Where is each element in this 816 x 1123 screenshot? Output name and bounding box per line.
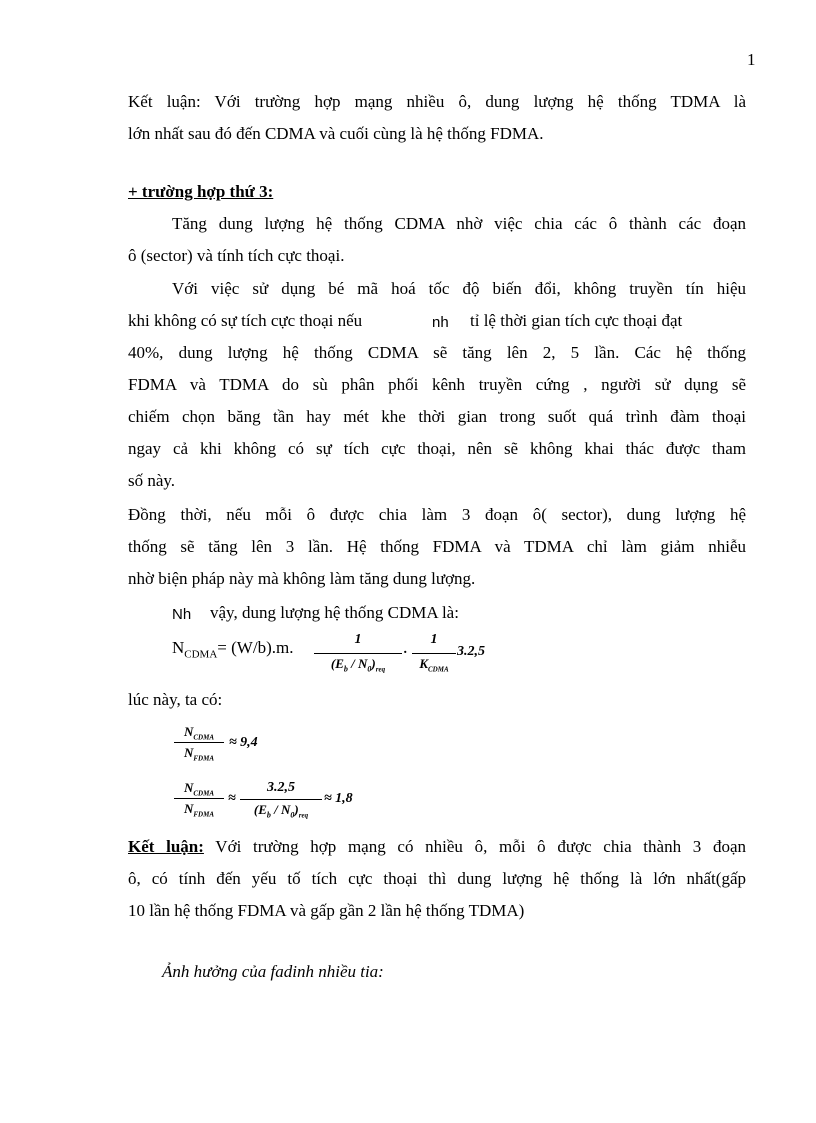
fading-heading: Ảnh hưởng của fadinh nhiều tia: <box>162 962 384 981</box>
ratio2-inner-denominator: $(E_b / N_0)_{req}$ <box>253 802 309 820</box>
formula-ratio-fdma <box>172 724 282 768</box>
ratio-numerator: $N_{CDMA}$ <box>183 724 214 742</box>
case-3-heading: + trường hợp thứ 3: <box>128 182 274 201</box>
fraction-1-numerator: 1 <box>354 632 362 647</box>
fraction-1-denominator: $(E_b / N_0)_{req}$ <box>330 656 386 674</box>
conclusion-1-line-1: Kết luận: Với trường hợp mạng nhiều ô, dung lượng hệ thống TDMA là <box>128 92 746 111</box>
ratio2-value: ≈ 1,8 <box>324 791 353 806</box>
para-5-text: vậy, dung lượng hệ thống CDMA là: <box>210 603 459 622</box>
formula-dot: . <box>404 642 408 657</box>
formula-cdma-capacity <box>172 632 502 682</box>
para-3-line-7: số này. <box>128 471 176 490</box>
para-3-line-6: ngay cả khi không có sự tích cực thoại, nên sẽ không khai thác được tham <box>128 439 746 458</box>
para-2-line-1: Tăng dung lượng hệ thống CDMA nhờ việc chia các ô thành các đoạn <box>172 214 746 233</box>
ratio2-inner-numerator: 3.2,5 <box>267 780 295 795</box>
para-3-line-5: chiếm chọn băng tần hay mét khe thời gian trong suốt quá trình đàm thoại <box>128 407 746 426</box>
nh-fragment: nh <box>432 314 449 331</box>
ratio-bar <box>174 742 224 743</box>
fraction-2-numerator: 1 <box>430 632 438 647</box>
para-3-line-4: FDMA và TDMA do sù phân phối kênh truyền cứng , người sử dụng sẽ <box>128 375 746 394</box>
ratio2-inner-bar <box>240 799 322 800</box>
formula-n: N <box>172 638 185 657</box>
fraction-2-bar <box>412 653 456 654</box>
para-2-line-2: ô (sector) và tính tích cực thoại. <box>128 246 345 265</box>
ratio2-denominator: $N_{FDMA}$ <box>183 801 214 819</box>
ratio2-numerator: $N_{CDMA}$ <box>183 780 214 798</box>
fraction-1-bar <box>314 653 402 654</box>
para-3-line-2b: tỉ lệ thời gian tích cực thoại đạt <box>470 311 683 330</box>
para-3-line-2a: khi không có sự tích cực thoại nếu <box>128 311 363 330</box>
para-4-line-1: Đồng thời, nếu mỗi ô được chia làm 3 đoạn ô( sector), dung lượng hệ <box>128 505 746 524</box>
para-4-line-3: nhờ biện pháp này mà không làm tăng dung lượng. <box>128 569 476 588</box>
ratio-denominator: $N_{FDMA}$ <box>183 745 214 763</box>
para-4-line-2: thống sẽ tăng lên 3 lần. Hệ thống FDMA và TDMA chỉ làm giảm nhiễu <box>128 537 746 556</box>
ratio2-approx: ≈ <box>228 791 236 806</box>
conclusion-1-line-2: lớn nhất sau đó đến CDMA và cuối cùng là hệ thống FDMA. <box>128 124 544 143</box>
ratio2-bar <box>174 798 224 799</box>
luc-nay-text: lúc này, ta có: <box>128 690 223 709</box>
page-number: 1 <box>747 50 756 69</box>
conclusion-2-line-3: 10 lần hệ thống FDMA và gấp gần 2 lần hệ thống TDMA) <box>128 901 525 920</box>
conclusion-label: Kết luận: <box>128 837 204 856</box>
formula-n-sub: CDMA <box>184 648 218 661</box>
conclusion-2-line-2: ô, có tính đến yếu tố tích cực thoại thì dung lượng hệ thống là lớn nhất(gấp <box>128 869 746 888</box>
nh-fragment-2: Nh <box>172 606 192 623</box>
formula-tail: 3.2,5 <box>457 644 485 659</box>
ratio-value: ≈ 9,4 <box>229 735 258 750</box>
formula-lhs-rest: = (W/b).m. <box>217 638 294 657</box>
conclusion-2-line-1: Kết luận: Với trường hợp mạng có nhiều ô, mỗi ô được chia thành 3 đoạn <box>128 837 746 856</box>
para-3-line-1: Với việc sử dụng bé mã hoá tốc độ biến đổi, không truyền tín hiệu <box>172 279 746 298</box>
formula-ratio-2 <box>172 780 372 826</box>
fraction-2-denominator: $K_{CDMA}$ <box>419 656 449 674</box>
para-3-line-3: 40%, dung lượng hệ thống CDMA sẽ tăng lên 2, 5 lần. Các hệ thống <box>128 343 746 362</box>
